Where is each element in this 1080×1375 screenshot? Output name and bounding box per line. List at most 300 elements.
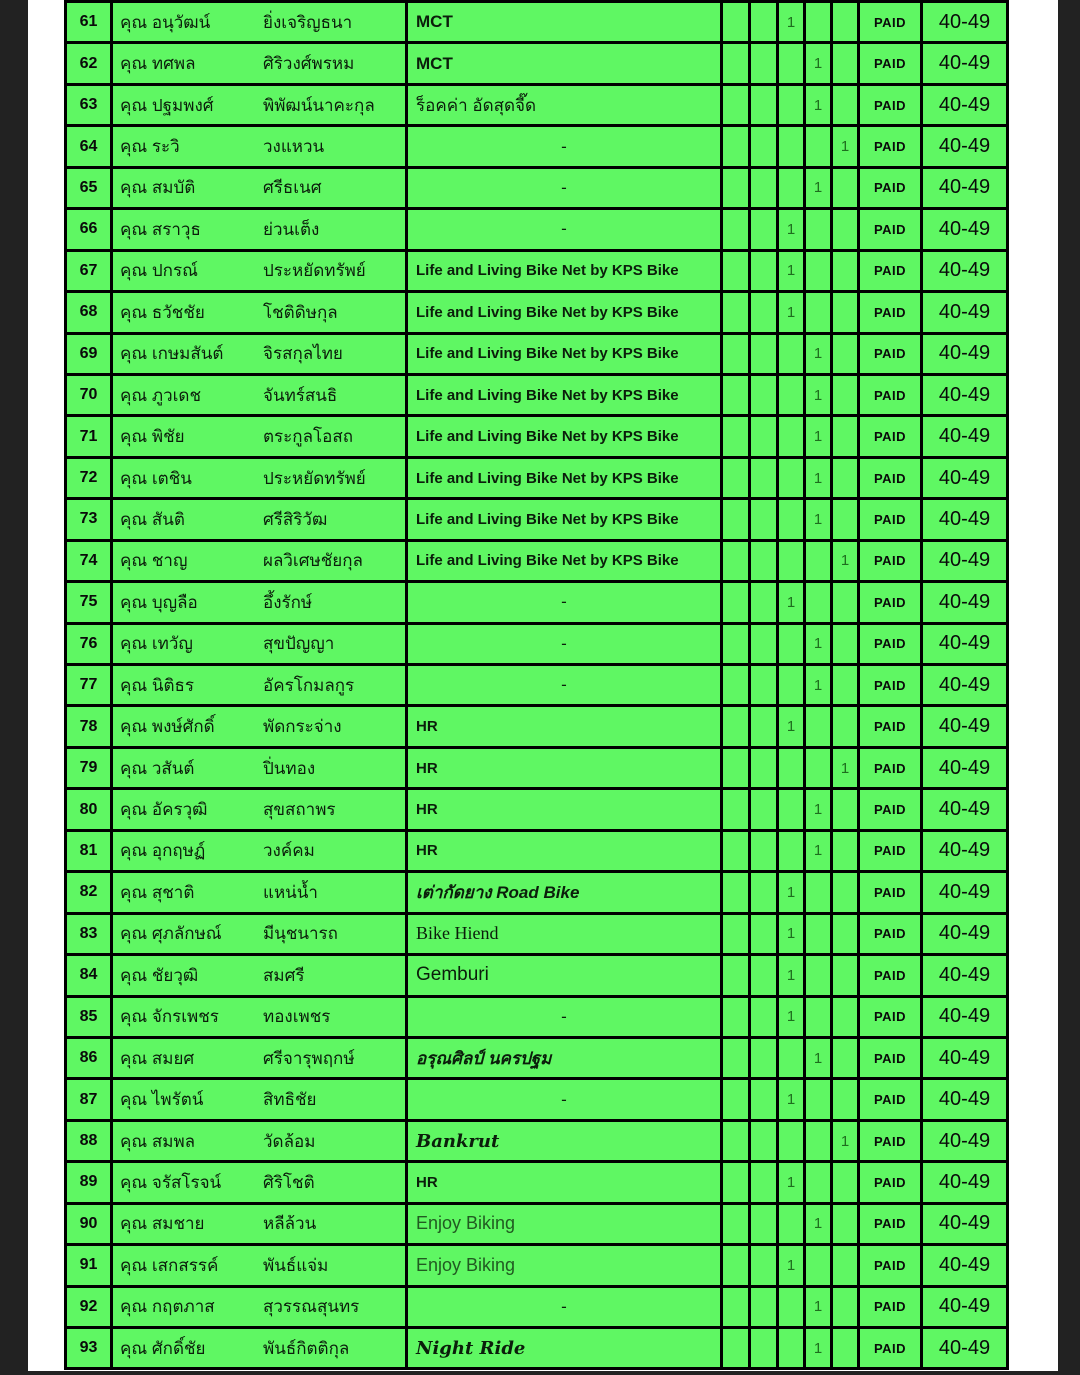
first-name: คุณ อัครวุฒิ — [120, 800, 208, 820]
mark-column-4-cell — [806, 707, 833, 748]
participant-name-cell — [113, 459, 408, 500]
mark-column-1-cell — [723, 1163, 751, 1204]
last-name: ผลวิเศษชัยกุล — [263, 551, 363, 571]
payment-status-cell: PAID — [860, 293, 923, 334]
mark-column-1-cell — [723, 707, 751, 748]
participant-name-cell — [113, 44, 408, 85]
mark-column-3-cell — [779, 335, 806, 376]
mark-column-5-cell — [833, 169, 860, 210]
row-number-cell: 75 — [67, 583, 113, 624]
payment-status-cell: PAID — [860, 169, 923, 210]
row-number-cell: 87 — [67, 1080, 113, 1121]
mark-column-1-cell — [723, 1080, 751, 1121]
participant-name-cell — [113, 790, 408, 831]
table-row — [67, 293, 1009, 334]
mark-column-2-cell — [751, 1163, 779, 1204]
first-name: คุณ ชัยวุฒิ — [120, 965, 199, 985]
last-name: ศิริวงศ์พรหม — [263, 54, 355, 74]
table-row — [67, 1288, 1009, 1329]
mark-column-3-cell: 1 — [779, 1163, 806, 1204]
mark-column-4-cell: 1 — [806, 459, 833, 500]
participant-name-cell — [113, 832, 408, 873]
mark-column-3-cell — [779, 542, 806, 583]
mark-column-5-cell — [833, 335, 860, 376]
last-name: สุขปัญญา — [263, 634, 335, 654]
mark-column-2-cell — [751, 707, 779, 748]
last-name: วัดล้อม — [263, 1131, 316, 1151]
participant-name-cell — [113, 666, 408, 707]
row-number-cell: 85 — [67, 998, 113, 1039]
first-name: คุณ ภูวเดช — [120, 385, 202, 405]
first-name: คุณ บุญลือ — [120, 592, 198, 612]
team-cell: HR — [408, 790, 723, 831]
mark-column-1-cell — [723, 459, 751, 500]
mark-column-4-cell — [806, 3, 833, 44]
mark-column-5-cell — [833, 417, 860, 458]
table-row — [67, 956, 1009, 997]
mark-column-2-cell — [751, 1080, 779, 1121]
age-category-cell: 40-49 — [923, 707, 1009, 748]
mark-column-3-cell — [779, 376, 806, 417]
mark-column-2-cell — [751, 44, 779, 85]
first-name: คุณ ระวิ — [120, 137, 180, 157]
participant-name-cell — [113, 210, 408, 251]
row-number-cell: 67 — [67, 252, 113, 293]
mark-column-4-cell — [806, 915, 833, 956]
age-category-cell: 40-49 — [923, 1329, 1009, 1370]
age-category-cell: 40-49 — [923, 44, 1009, 85]
last-name: พันธ์แจ่ม — [263, 1255, 329, 1275]
age-category-cell: 40-49 — [923, 749, 1009, 790]
last-name: พิพัฒน์นาคะกุล — [263, 95, 375, 115]
payment-status-cell: PAID — [860, 956, 923, 997]
payment-status-cell: PAID — [860, 86, 923, 127]
mark-column-3-cell: 1 — [779, 707, 806, 748]
team-cell: ร็อคค่า อัดสุดจี๊ด — [408, 86, 723, 127]
team-cell: - — [408, 169, 723, 210]
mark-column-4-cell: 1 — [806, 666, 833, 707]
mark-column-2-cell — [751, 1329, 779, 1370]
row-number-cell: 69 — [67, 335, 113, 376]
mark-column-2-cell — [751, 749, 779, 790]
team-cell: Bike Hiend — [408, 915, 723, 956]
last-name: ทองเพชร — [263, 1007, 331, 1027]
participant-name-cell — [113, 252, 408, 293]
age-category-cell: 40-49 — [923, 335, 1009, 376]
age-category-cell: 40-49 — [923, 86, 1009, 127]
participant-name-cell — [113, 625, 408, 666]
mark-column-1-cell — [723, 293, 751, 334]
mark-column-2-cell — [751, 1039, 779, 1080]
table-row — [67, 127, 1009, 168]
participant-name-cell — [113, 3, 408, 44]
payment-status-cell: PAID — [860, 3, 923, 44]
last-name: โชติดิษกุล — [263, 302, 338, 322]
last-name: หลีล้วน — [263, 1214, 317, 1234]
team-cell: - — [408, 1288, 723, 1329]
participant-name-cell — [113, 1163, 408, 1204]
age-category-cell: 40-49 — [923, 1163, 1009, 1204]
mark-column-1-cell — [723, 915, 751, 956]
participant-name-cell — [113, 1288, 408, 1329]
mark-column-4-cell — [806, 998, 833, 1039]
first-name: คุณ ปฐมพงศ์ — [120, 95, 214, 115]
mark-column-1-cell — [723, 1246, 751, 1287]
team-cell: Night Ride — [408, 1329, 723, 1370]
mark-column-4-cell — [806, 873, 833, 914]
table-row — [67, 1080, 1009, 1121]
last-name: พัดกระจ่าง — [263, 717, 342, 737]
participant-name-cell — [113, 169, 408, 210]
mark-column-5-cell — [833, 1329, 860, 1370]
table-row — [67, 417, 1009, 458]
row-number-cell: 89 — [67, 1163, 113, 1204]
age-category-cell: 40-49 — [923, 500, 1009, 541]
age-category-cell: 40-49 — [923, 293, 1009, 334]
mark-column-5-cell: 1 — [833, 127, 860, 168]
age-category-cell: 40-49 — [923, 459, 1009, 500]
first-name: คุณ สุชาติ — [120, 882, 195, 902]
team-cell: Life and Living Bike Net by KPS Bike — [408, 252, 723, 293]
table-row — [67, 459, 1009, 500]
mark-column-2-cell — [751, 583, 779, 624]
age-category-cell: 40-49 — [923, 1039, 1009, 1080]
age-category-cell: 40-49 — [923, 790, 1009, 831]
age-category-cell: 40-49 — [923, 1122, 1009, 1163]
mark-column-5-cell — [833, 293, 860, 334]
participant-name-cell — [113, 956, 408, 997]
age-category-cell: 40-49 — [923, 873, 1009, 914]
row-number-cell: 90 — [67, 1205, 113, 1246]
last-name: ประหยัดทรัพย์ — [263, 468, 366, 488]
mark-column-2-cell — [751, 500, 779, 541]
mark-column-4-cell: 1 — [806, 86, 833, 127]
participant-name-cell — [113, 86, 408, 127]
team-cell: HR — [408, 1163, 723, 1204]
mark-column-3-cell: 1 — [779, 210, 806, 251]
last-name: ตระกูลโอสถ — [263, 427, 354, 447]
mark-column-5-cell — [833, 707, 860, 748]
last-name: วงแหวน — [263, 137, 325, 157]
first-name: คุณ ปกรณ์ — [120, 261, 198, 281]
row-number-cell: 80 — [67, 790, 113, 831]
mark-column-4-cell — [806, 1163, 833, 1204]
payment-status-cell: PAID — [860, 127, 923, 168]
age-category-cell: 40-49 — [923, 583, 1009, 624]
first-name: คุณ ชาญ — [120, 551, 188, 571]
row-number-cell: 70 — [67, 376, 113, 417]
team-cell: Enjoy Biking — [408, 1246, 723, 1287]
mark-column-1-cell — [723, 210, 751, 251]
mark-column-3-cell — [779, 832, 806, 873]
payment-status-cell: PAID — [860, 873, 923, 914]
row-number-cell: 81 — [67, 832, 113, 873]
row-number-cell: 74 — [67, 542, 113, 583]
mark-column-1-cell — [723, 500, 751, 541]
mark-column-3-cell — [779, 790, 806, 831]
last-name: จิรสกุลไทย — [263, 344, 343, 364]
mark-column-4-cell — [806, 542, 833, 583]
payment-status-cell: PAID — [860, 625, 923, 666]
mark-column-4-cell: 1 — [806, 832, 833, 873]
mark-column-4-cell: 1 — [806, 790, 833, 831]
first-name: คุณ อุกฤษฏ์ — [120, 841, 206, 861]
team-cell: Gemburi — [408, 956, 723, 997]
team-cell: Bankrut — [408, 1122, 723, 1163]
row-number-cell: 66 — [67, 210, 113, 251]
table-row — [67, 790, 1009, 831]
team-cell: Life and Living Bike Net by KPS Bike — [408, 376, 723, 417]
mark-column-5-cell — [833, 1039, 860, 1080]
row-number-cell: 72 — [67, 459, 113, 500]
payment-status-cell: PAID — [860, 500, 923, 541]
mark-column-1-cell — [723, 3, 751, 44]
mark-column-1-cell — [723, 749, 751, 790]
table-row — [67, 1122, 1009, 1163]
first-name: คุณ อนุวัฒน์ — [120, 12, 211, 32]
table-row — [67, 169, 1009, 210]
mark-column-3-cell — [779, 127, 806, 168]
row-number-cell: 73 — [67, 500, 113, 541]
payment-status-cell: PAID — [860, 749, 923, 790]
mark-column-4-cell: 1 — [806, 335, 833, 376]
mark-column-2-cell — [751, 252, 779, 293]
mark-column-1-cell — [723, 252, 751, 293]
team-cell: - — [408, 666, 723, 707]
payment-status-cell: PAID — [860, 1163, 923, 1204]
mark-column-5-cell — [833, 1288, 860, 1329]
team-cell: Life and Living Bike Net by KPS Bike — [408, 459, 723, 500]
mark-column-2-cell — [751, 832, 779, 873]
payment-status-cell: PAID — [860, 417, 923, 458]
row-number-cell: 92 — [67, 1288, 113, 1329]
participant-name-cell — [113, 873, 408, 914]
team-cell: HR — [408, 707, 723, 748]
mark-column-5-cell — [833, 210, 860, 251]
payment-status-cell: PAID — [860, 1039, 923, 1080]
mark-column-2-cell — [751, 1122, 779, 1163]
participant-name-cell — [113, 915, 408, 956]
first-name: คุณ ศุภลักษณ์ — [120, 924, 222, 944]
first-name: คุณ พิชัย — [120, 427, 185, 447]
mark-column-2-cell — [751, 459, 779, 500]
row-number-cell: 79 — [67, 749, 113, 790]
table-row — [67, 500, 1009, 541]
first-name: คุณ จรัสโรจน์ — [120, 1172, 222, 1192]
first-name: คุณ สราวุธ — [120, 219, 201, 239]
last-name: สุขสถาพร — [263, 800, 336, 820]
mark-column-2-cell — [751, 1246, 779, 1287]
payment-status-cell: PAID — [860, 666, 923, 707]
mark-column-3-cell: 1 — [779, 873, 806, 914]
mark-column-1-cell — [723, 44, 751, 85]
last-name: ประหยัดทรัพย์ — [263, 261, 366, 281]
age-category-cell: 40-49 — [923, 832, 1009, 873]
participant-name-cell — [113, 1329, 408, 1370]
mark-column-2-cell — [751, 293, 779, 334]
team-cell: อรุณศิลป์ นครปฐม — [408, 1039, 723, 1080]
age-category-cell: 40-49 — [923, 542, 1009, 583]
team-cell: - — [408, 583, 723, 624]
first-name: คุณ สมยศ — [120, 1048, 195, 1068]
mark-column-5-cell — [833, 1163, 860, 1204]
mark-column-1-cell — [723, 1288, 751, 1329]
payment-status-cell: PAID — [860, 915, 923, 956]
participant-name-cell — [113, 127, 408, 168]
participant-name-cell — [113, 1246, 408, 1287]
mark-column-5-cell — [833, 625, 860, 666]
mark-column-5-cell — [833, 86, 860, 127]
mark-column-5-cell — [833, 3, 860, 44]
mark-column-4-cell — [806, 1122, 833, 1163]
mark-column-2-cell — [751, 790, 779, 831]
mark-column-2-cell — [751, 1288, 779, 1329]
mark-column-5-cell — [833, 583, 860, 624]
mark-column-5-cell: 1 — [833, 749, 860, 790]
mark-column-4-cell: 1 — [806, 1039, 833, 1080]
team-cell: - — [408, 210, 723, 251]
mark-column-5-cell — [833, 500, 860, 541]
age-category-cell: 40-49 — [923, 252, 1009, 293]
participant-name-cell — [113, 1080, 408, 1121]
participant-name-cell — [113, 707, 408, 748]
age-category-cell: 40-49 — [923, 1246, 1009, 1287]
team-cell: - — [408, 998, 723, 1039]
last-name: สุวรรณสุนทร — [263, 1297, 360, 1317]
registration-table — [64, 0, 1009, 1370]
mark-column-5-cell — [833, 1246, 860, 1287]
mark-column-3-cell — [779, 1039, 806, 1080]
mark-column-3-cell — [779, 44, 806, 85]
table-row — [67, 86, 1009, 127]
payment-status-cell: PAID — [860, 707, 923, 748]
payment-status-cell: PAID — [860, 1329, 923, 1370]
table-row — [67, 1329, 1009, 1370]
mark-column-4-cell — [806, 956, 833, 997]
mark-column-5-cell — [833, 915, 860, 956]
mark-column-1-cell — [723, 335, 751, 376]
mark-column-1-cell — [723, 625, 751, 666]
mark-column-4-cell — [806, 1246, 833, 1287]
mark-column-2-cell — [751, 915, 779, 956]
mark-column-4-cell: 1 — [806, 625, 833, 666]
payment-status-cell: PAID — [860, 1246, 923, 1287]
age-category-cell: 40-49 — [923, 417, 1009, 458]
last-name: มีนุชนารถ — [263, 924, 338, 944]
row-number-cell: 61 — [67, 3, 113, 44]
first-name: คุณ จักรเพชร — [120, 1007, 219, 1027]
mark-column-3-cell — [779, 749, 806, 790]
mark-column-3-cell — [779, 625, 806, 666]
payment-status-cell: PAID — [860, 1122, 923, 1163]
team-cell: - — [408, 625, 723, 666]
participant-name-cell — [113, 335, 408, 376]
mark-column-4-cell — [806, 127, 833, 168]
mark-column-5-cell — [833, 790, 860, 831]
row-number-cell: 62 — [67, 44, 113, 85]
first-name: คุณ เตชิน — [120, 468, 192, 488]
mark-column-4-cell: 1 — [806, 500, 833, 541]
age-category-cell: 40-49 — [923, 915, 1009, 956]
mark-column-4-cell: 1 — [806, 44, 833, 85]
last-name: สมศรี — [263, 965, 305, 985]
row-number-cell: 78 — [67, 707, 113, 748]
payment-status-cell: PAID — [860, 1080, 923, 1121]
mark-column-4-cell: 1 — [806, 417, 833, 458]
first-name: คุณ เทวัญ — [120, 634, 193, 654]
table-row — [67, 1205, 1009, 1246]
row-number-cell: 64 — [67, 127, 113, 168]
mark-column-1-cell — [723, 998, 751, 1039]
mark-column-4-cell — [806, 252, 833, 293]
mark-column-1-cell — [723, 790, 751, 831]
row-number-cell: 63 — [67, 86, 113, 127]
row-number-cell: 83 — [67, 915, 113, 956]
payment-status-cell: PAID — [860, 583, 923, 624]
table-row — [67, 998, 1009, 1039]
participant-name-cell — [113, 1039, 408, 1080]
participant-name-cell — [113, 998, 408, 1039]
row-number-cell: 65 — [67, 169, 113, 210]
participant-name-cell — [113, 749, 408, 790]
mark-column-4-cell: 1 — [806, 376, 833, 417]
row-number-cell: 91 — [67, 1246, 113, 1287]
first-name: คุณ ไพรัตน์ — [120, 1090, 204, 1110]
table-row — [67, 1039, 1009, 1080]
team-cell: MCT — [408, 44, 723, 85]
last-name: ศรีสิริวัฒ — [263, 509, 328, 529]
mark-column-3-cell — [779, 86, 806, 127]
table-row — [67, 44, 1009, 85]
mark-column-2-cell — [751, 376, 779, 417]
mark-column-2-cell — [751, 666, 779, 707]
participant-name-cell — [113, 583, 408, 624]
mark-column-4-cell — [806, 1080, 833, 1121]
team-cell: Life and Living Bike Net by KPS Bike — [408, 542, 723, 583]
bottom-frame-bar — [0, 1371, 1080, 1375]
last-name: ยิ่งเจริญธนา — [263, 12, 353, 32]
first-name: คุณ สมบัติ — [120, 178, 196, 198]
last-name: วงค์คม — [263, 841, 315, 861]
mark-column-1-cell — [723, 542, 751, 583]
team-cell: Life and Living Bike Net by KPS Bike — [408, 293, 723, 334]
mark-column-3-cell: 1 — [779, 956, 806, 997]
first-name: คุณ กฤตภาส — [120, 1297, 215, 1317]
table-row — [67, 376, 1009, 417]
mark-column-2-cell — [751, 127, 779, 168]
participant-name-cell — [113, 1205, 408, 1246]
mark-column-5-cell — [833, 459, 860, 500]
mark-column-5-cell — [833, 873, 860, 914]
mark-column-4-cell: 1 — [806, 169, 833, 210]
mark-column-4-cell — [806, 293, 833, 334]
age-category-cell: 40-49 — [923, 3, 1009, 44]
payment-status-cell: PAID — [860, 832, 923, 873]
mark-column-1-cell — [723, 956, 751, 997]
age-category-cell: 40-49 — [923, 1288, 1009, 1329]
mark-column-5-cell: 1 — [833, 542, 860, 583]
first-name: คุณ สันติ — [120, 509, 185, 529]
mark-column-2-cell — [751, 335, 779, 376]
mark-column-5-cell — [833, 1205, 860, 1246]
row-number-cell: 68 — [67, 293, 113, 334]
mark-column-2-cell — [751, 956, 779, 997]
mark-column-3-cell — [779, 1205, 806, 1246]
mark-column-1-cell — [723, 1122, 751, 1163]
age-category-cell: 40-49 — [923, 210, 1009, 251]
row-number-cell: 93 — [67, 1329, 113, 1370]
payment-status-cell: PAID — [860, 376, 923, 417]
